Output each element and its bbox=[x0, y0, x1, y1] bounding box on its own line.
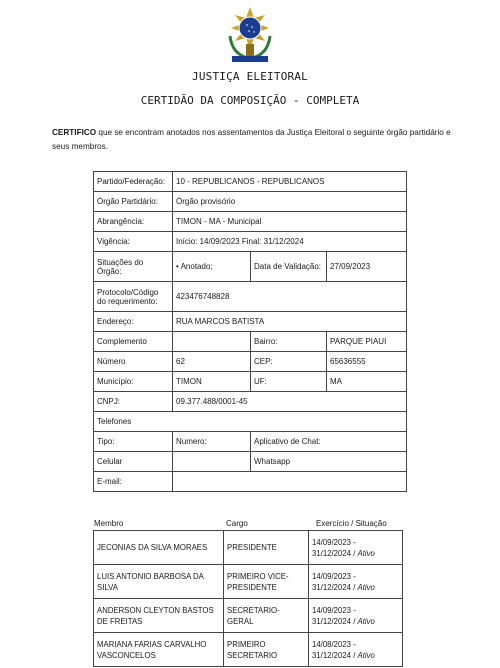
endereco-value: RUA MARCOS BATISTA bbox=[173, 312, 407, 332]
uf-value: MA bbox=[327, 372, 407, 392]
table-row bbox=[94, 252, 407, 282]
partido-value: 10 - REPUBLICANOS - REPUBLICANOS bbox=[173, 172, 407, 192]
tipo-label: Tipo: bbox=[94, 432, 173, 452]
protocolo-label: Protocolo/Código do requerimento: bbox=[94, 282, 173, 312]
cep-label: CEP: bbox=[251, 352, 327, 372]
numero-label: Número bbox=[94, 352, 173, 372]
table-row bbox=[94, 332, 407, 352]
table-row bbox=[94, 412, 407, 432]
municipio-value: TIMON bbox=[173, 372, 251, 392]
member-name: MARIANA FARIAS CARVALHO VASCONCELOS bbox=[94, 633, 224, 667]
cnpj-label: CNPJ: bbox=[94, 392, 173, 412]
member-name: LUIS ANTONIO BARBOSA DA SILVA bbox=[94, 565, 224, 599]
table-row bbox=[94, 172, 407, 192]
members-table bbox=[93, 530, 403, 667]
abrangencia-value: TIMON - MA - Municipal bbox=[173, 212, 407, 232]
member-role: PRIMEIRO VICE-PRESIDENTE bbox=[224, 565, 309, 599]
certification-body: que se encontram anotados nos assentamentos da Justiça Eleitoral o seguinte órgão partidário e seus membros. bbox=[52, 128, 451, 151]
table-row bbox=[94, 452, 407, 472]
table-row bbox=[94, 372, 407, 392]
orgao-value: Órgão provisório bbox=[173, 192, 407, 212]
table-row bbox=[94, 432, 407, 452]
email-value bbox=[173, 472, 407, 492]
numero2-label: Numero: bbox=[173, 432, 251, 452]
uf-label: UF: bbox=[251, 372, 327, 392]
table-row bbox=[94, 565, 403, 599]
member-period: 14/09/2023 - 31/12/2024 / Ativo bbox=[309, 599, 403, 633]
cep-value: 65636555 bbox=[327, 352, 407, 372]
table-row bbox=[94, 472, 407, 492]
partido-label: Partido/Federação: bbox=[94, 172, 173, 192]
table-row bbox=[94, 192, 407, 212]
brazil-coat-of-arms-icon bbox=[224, 6, 276, 64]
table-row bbox=[94, 232, 407, 252]
celular-number bbox=[173, 452, 251, 472]
cnpj-value: 09.377.488/0001-45 bbox=[173, 392, 407, 412]
col-cargo: Cargo bbox=[226, 519, 248, 528]
member-name: ANDERSON CLEYTON BASTOS DE FREITAS bbox=[94, 599, 224, 633]
certification-text bbox=[52, 126, 462, 154]
vigencia-label: Vigência: bbox=[94, 232, 173, 252]
table-row bbox=[94, 531, 403, 565]
orgao-label: Órgão Partidário: bbox=[94, 192, 173, 212]
member-period: 14/09/2023 - 31/12/2024 / Ativo bbox=[309, 531, 403, 565]
document-title: JUSTIÇA ELEITORAL bbox=[192, 70, 308, 83]
situacoes-label: Situações do Órgão: bbox=[94, 252, 173, 282]
member-role: PRIMEIRO SECRETARIO bbox=[224, 633, 309, 667]
email-label: E-mail: bbox=[94, 472, 173, 492]
complemento-value bbox=[173, 332, 251, 352]
document-subtitle: CERTIDÃO DA COMPOSIÇÃO - COMPLETA bbox=[140, 94, 360, 107]
aplicativo-value: Whatsapp bbox=[251, 452, 407, 472]
member-role: SECRETARIO-GERAL bbox=[224, 599, 309, 633]
table-row bbox=[94, 312, 407, 332]
table-row bbox=[94, 282, 407, 312]
member-period: 14/09/2023 - 31/12/2024 / Ativo bbox=[309, 565, 403, 599]
table-row bbox=[94, 633, 403, 667]
table-row bbox=[94, 392, 407, 412]
celular-label: Celular bbox=[94, 452, 173, 472]
validacao-label: Data de Validação: bbox=[251, 252, 327, 282]
col-exercicio: Exercício / Situação bbox=[316, 519, 387, 528]
abrangencia-label: Abrangência: bbox=[94, 212, 173, 232]
col-membro: Membro bbox=[94, 519, 124, 528]
certification-lead: CERTIFICO bbox=[52, 128, 97, 137]
table-row bbox=[94, 599, 403, 633]
member-period: 14/08/2023 - 31/12/2024 / Ativo bbox=[309, 633, 403, 667]
protocolo-value: 423476748828 bbox=[173, 282, 407, 312]
municipio-label: Município: bbox=[94, 372, 173, 392]
party-details-table bbox=[93, 171, 407, 492]
table-row bbox=[94, 212, 407, 232]
complemento-label: Complemento bbox=[94, 332, 173, 352]
bairro-label: Bairro: bbox=[251, 332, 327, 352]
member-role: PRESIDENTE bbox=[224, 531, 309, 565]
telefones-label: Telefones bbox=[94, 412, 407, 432]
table-row bbox=[94, 352, 407, 372]
numero-value: 62 bbox=[173, 352, 251, 372]
validacao-value: 27/09/2023 bbox=[327, 252, 407, 282]
endereco-label: Endereço: bbox=[94, 312, 173, 332]
member-name: JECONIAS DA SILVA MORAES bbox=[94, 531, 224, 565]
vigencia-value: Início: 14/09/2023 Final: 31/12/2024 bbox=[173, 232, 407, 252]
bairro-value: PARQUE PIAUI bbox=[327, 332, 407, 352]
aplicativo-label: Aplicativo de Chat: bbox=[251, 432, 407, 452]
situacoes-value: • Anotado; bbox=[173, 252, 251, 282]
